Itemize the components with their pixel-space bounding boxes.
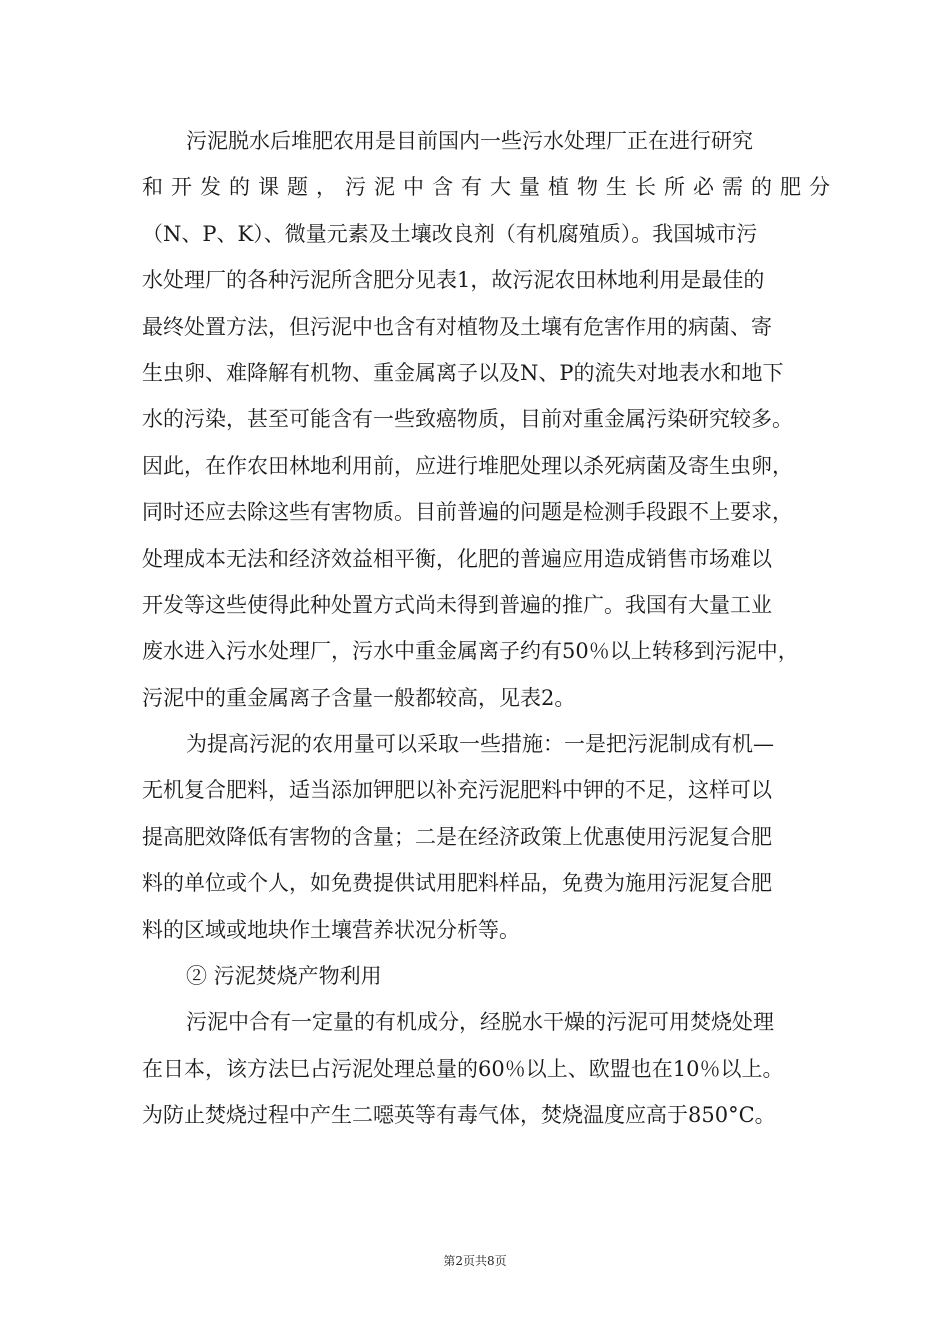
paragraph-line: 污泥脱水后堆肥农用是目前国内一些污水处理厂正在进行研究 — [186, 129, 753, 153]
page-number: 第2页共8页 — [443, 1254, 507, 1268]
paragraph-line: 提高肥效降低有害物的含量；二是在经济政策上优惠使用污泥复合肥 — [142, 824, 772, 849]
paragraph-line: 废水进入污水处理厂，污水中重金属离子约有50％以上转移到污泥中， — [142, 639, 799, 664]
paragraph-line: 水处理厂的各种污泥所含肥分见表1，故污泥农田林地利用是最佳的 — [142, 268, 765, 293]
paragraph-line: 生虫卵、难降解有机物、重金属离子以及N、P的流失对地表水和地下 — [142, 360, 784, 385]
paragraph-line: 料的区域或地块作土壤营养状况分析等。 — [142, 917, 520, 942]
paragraph-line: 料的单位或个人，如免费提供试用肥料样品，免费为施用污泥复合肥 — [142, 871, 772, 896]
paragraph-line: （N、P、K）、微量元素及土壤改良剂（有机腐殖质）。我国城市污 — [142, 221, 758, 246]
paragraph-line: 污泥中合有一定量的有机成分，经脱水干燥的污泥可用焚烧处理 — [186, 1010, 774, 1035]
paragraph-line: 为防止焚烧过程中产生二噁英等有毒气体，焚烧温度应高于850°C。 — [142, 1103, 776, 1128]
paragraph-line: 污泥中的重金属离子含量一般都较高，见表2。 — [142, 685, 576, 710]
section-heading: ② 污泥焚烧产物利用 — [186, 964, 382, 989]
paragraph-line: 因此，在作农田林地利用前，应进行堆肥处理以杀死病菌及寄生虫卵， — [142, 453, 793, 478]
document-body — [142, 118, 830, 1139]
paragraph-line: 最终处置方法，但污泥中也含有对植物及土壤有危害作用的病菌、寄 — [142, 314, 772, 339]
paragraph-line: 在日本，该方法巳占污泥处理总量的60％以上、欧盟也在10％以上。 — [142, 1056, 784, 1081]
paragraph-line: 无机复合肥料，适当添加钾肥以补充污泥肥料中钾的不足，这样可以 — [142, 778, 772, 803]
paragraph-line: 水的污染，甚至可能含有一些致癌物质，目前对重金属污染研究较多。 — [142, 407, 793, 432]
paragraph-line: 和开发的课题，污泥中含有大量植物生长所必需的肥分 — [142, 175, 830, 200]
paragraph-line: 同时还应去除这些有害物质。目前普遍的问题是检测手段跟不上要求， — [142, 500, 793, 525]
paragraph-line: 为提高污泥的农用量可以采取一些措施：一是把污泥制成有机— — [186, 732, 774, 757]
paragraph-line: 处理成本无法和经济效益相平衡，化肥的普遍应用造成销售市场难以 — [142, 546, 772, 571]
paragraph-line: 开发等这些使得此种处置方式尚未得到普遍的推广。我国有大量工业 — [142, 592, 772, 617]
